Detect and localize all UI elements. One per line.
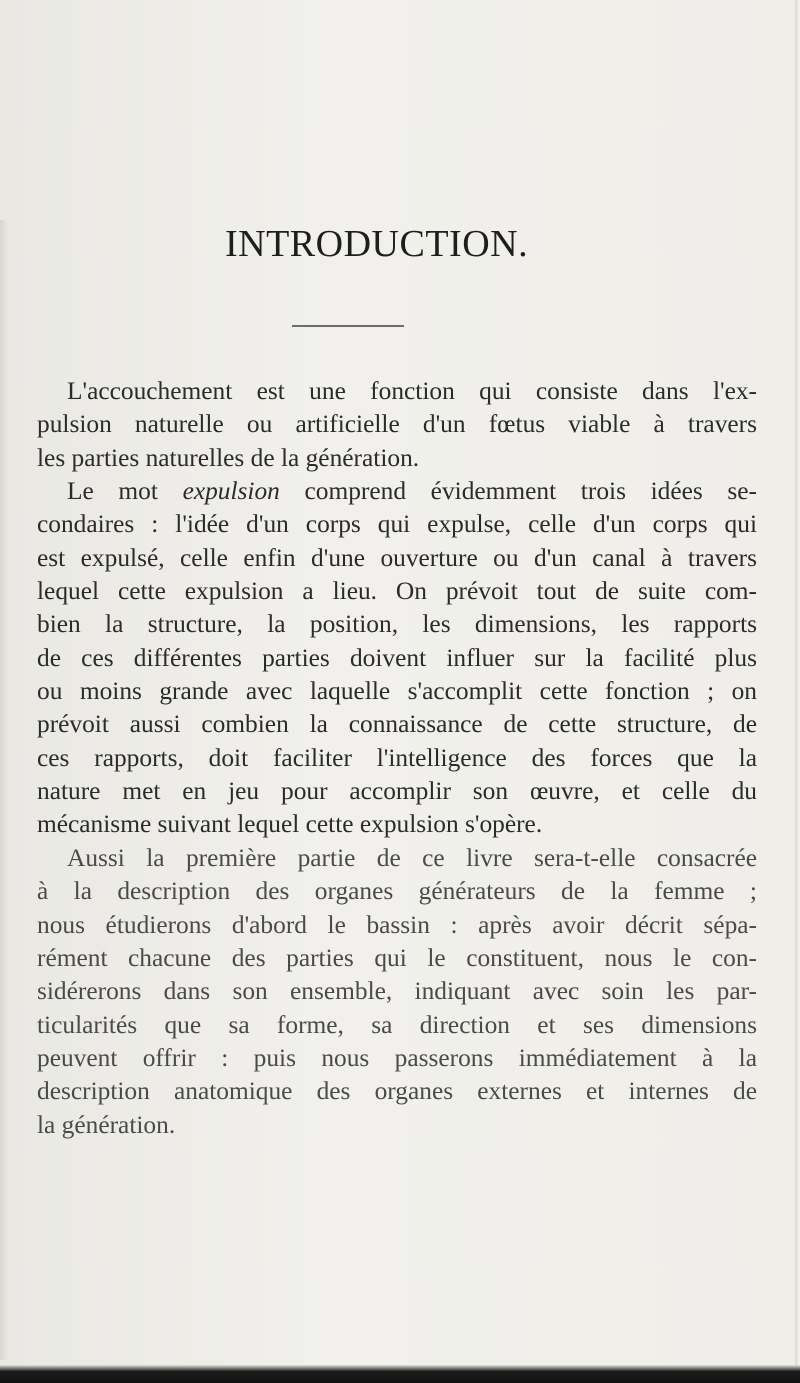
text-line: prévoit aussi combien la connaissance de cette structure, de <box>37 710 757 739</box>
text-line: ou moins grande avec laquelle s'accomplit cette fonction ; on <box>37 677 757 706</box>
text-line: ticularités que sa forme, sa direction et ses dimensions <box>37 1010 757 1039</box>
text-line: lequel cette expulsion a lieu. On prévoit tout de suite com- <box>37 577 757 606</box>
emphasized-word: expulsion <box>182 477 280 506</box>
text-line: bien la structure, la position, les dimensions, les rapports <box>37 610 757 639</box>
page-edge <box>795 0 800 1383</box>
text-line: description anatomique des organes externes et internes de <box>37 1077 757 1106</box>
text-fragment: Le mot <box>67 477 183 506</box>
text-line: à la description des organes générateurs de la femme ; <box>37 877 757 906</box>
text-line: les parties naturelles de la génération. <box>37 443 420 472</box>
text-line: de ces différentes parties doivent influer sur la facilité plus <box>37 643 757 672</box>
text-line: mécanisme suivant lequel cette expulsion s'opère. <box>37 810 543 839</box>
body-text <box>37 375 757 1142</box>
text-line: est expulsé, celle enfin d'une ouverture ou d'un canal à travers <box>37 543 757 572</box>
text-line: ces rapports, doit faciliter l'intelligence des forces que la <box>37 743 757 772</box>
text-line: la génération. <box>37 1110 176 1139</box>
title-divider <box>292 325 404 327</box>
text-line: nature met en jeu pour accomplir son œuvre, et celle du <box>37 777 757 806</box>
chapter-title: INTRODUCTION. <box>225 223 529 265</box>
text-fragment: comprend évidemment trois idées se- <box>279 477 757 506</box>
page-gutter-shadow <box>0 220 8 1360</box>
scan-bottom-edge <box>0 1365 800 1383</box>
text-line: peuvent offrir : puis nous passerons immédiatement à la <box>37 1043 757 1072</box>
text-line: nous étudierons d'abord le bassin : après avoir décrit sépa- <box>37 910 757 939</box>
text-line: condaires : l'idée d'un corps qui expulse, celle d'un corps qui <box>37 510 757 539</box>
text-line: L'accouchement est une fonction qui consiste dans l'ex- <box>67 377 757 405</box>
text-line: pulsion naturelle ou artificielle d'un fœtus viable à travers <box>37 410 757 439</box>
text-line: Aussi la première partie de ce livre sera-t-elle consacrée <box>67 843 757 872</box>
text-line-emphasis <box>37 475 757 508</box>
text-line: rément chacune des parties qui le constituent, nous le con- <box>37 943 757 972</box>
text-line: sidérerons dans son ensemble, indiquant avec soin les par- <box>37 977 757 1006</box>
